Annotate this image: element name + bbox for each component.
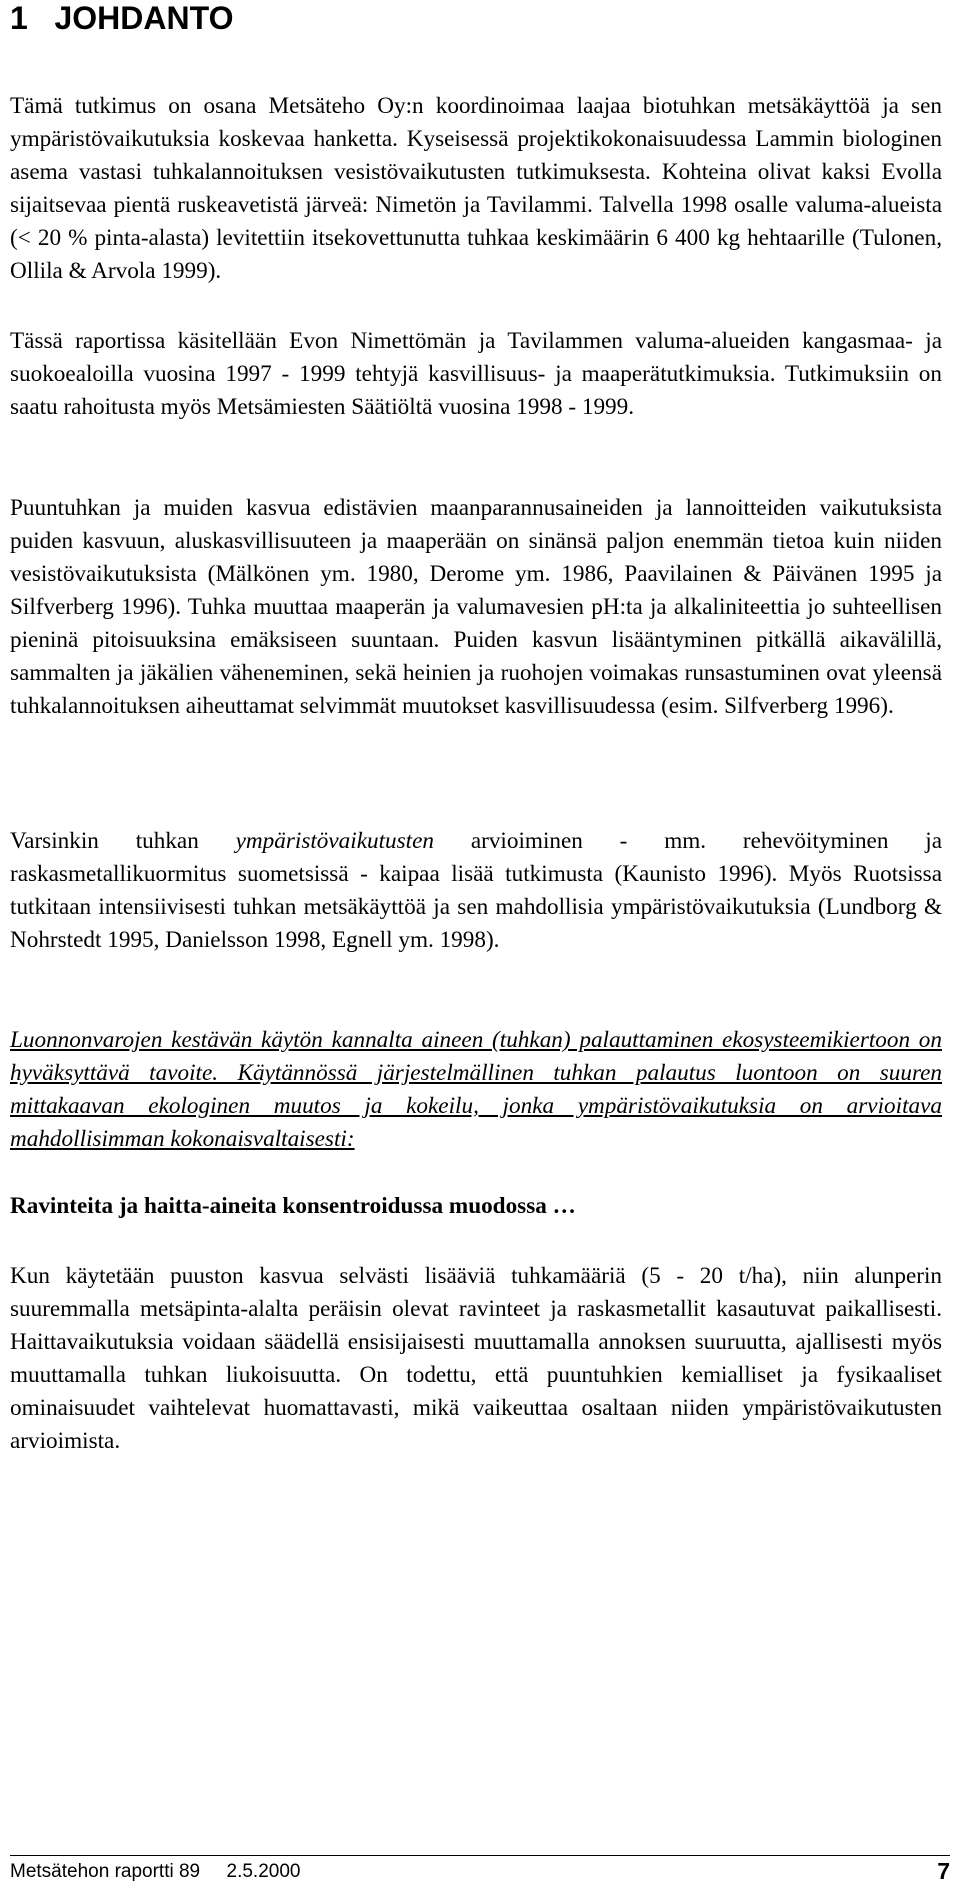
emphasized-term: ympäristövaikutusten [235, 828, 434, 854]
paragraph-intro: Tämä tutkimus on osana Metsäteho Oy:n koordinoimaa laajaa biotuhkan metsäkäyttöä ja sen ympäristövaikutuksia koskevaa hanketta. Kyseisessä projektikokonaisuudessa Lammin biologinen asema vastasi tuhkalannoituksen vesistövaikutusten tutkimuksesta. Kohteina olivat kaksi Evolla sijaitsevaa pientä ruskeavetistä järveä: Nimetön ja Tavilammi. Talvella 1998 osalle valuma-alueista (< 20 % pinta-alasta) levitettiin itsekovettunutta tuhkaa keskimäärin 6 400 kg hehtaarille (Tulonen, Ollila & Arvola 1999). [10, 93, 942, 284]
section-heading: Ravinteita ja haitta-aineita konsentroidussa muodossa … [10, 1193, 576, 1219]
footer-divider [10, 1855, 950, 1856]
paragraph-environmental-research [10, 825, 942, 957]
paragraph-report-scope: Tässä raportissa käsitellään Evon Nimettömän ja Tavilammen valuma-alueiden kangasmaa- ja suokoealoilla vuosina 1997 - 1999 tehtyjä kasvillisuus- ja maaperätutkimuksia. Tutkimuksiin on saatu rahoitusta myös Metsämiesten Säätiöltä vuosina 1998 - 1999. [10, 328, 942, 420]
page-number: 7 [937, 1858, 950, 1884]
paragraph-nutrient-concentration: Kun käytetään puuston kasvua selvästi lisääviä tuhkamääriä (5 - 20 t/ha), niin alunperin suuremmalla metsäpinta-alalta peräisin olevat ravinteet ja raskasmetallit kasautuvat paikallisesti. Haittavaikutuksia voidaan säädellä ensisijaisesti muuttamalla annoksen suuruutta, ajallisesti myös muuttamalla tuhkan liukoisuutta. On todettu, että puuntuhkien kemialliset ja fysikaaliset ominaisuudet vaihtelevat huomattavasti, mikä vaikeuttaa osaltaan niiden ympäristövaikutusten arvioimista. [10, 1263, 942, 1454]
paragraph-ash-effects: Puuntuhkan ja muiden kasvua edistävien maanparannusaineiden ja lannoitteiden vaikutuksista puiden kasvuun, aluskasvillisuuteen ja maaperään on sinänsä paljon enemmän tietoa kuin niiden vesistövaikutuksista (Mälkönen ym. 1980, Derome ym. 1986, Paavilainen & Päivänen 1995 ja Silfverberg 1996). Tuhka muuttaa maaperän ja valumavesien pH:ta ja alkaliniteettia jo suhteellisen pieninä pitoisuuksina emäksiseen suuntaan. Puiden kasvun lisääntyminen pitkällä aikavälillä, sammalten ja jäkälien väheneminen, sekä heinien ja ruohojen voimakas runsastuminen ovat yleensä tuhkalannoituksen aiheuttamat selvimmät muutokset kasvillisuudessa (esim. Silfverberg 1996). [10, 495, 942, 719]
paragraph-sustainability-statement: Luonnonvarojen kestävän käytön kannalta aineen (tuhkan) palauttaminen ekosysteemikiertoon on hyväksyttävä tavoite. Käytännössä järjestelmällinen tuhkan palautus luontoon on suuren mittakaavan ekologinen muutos ja kokeilu, jonka ympäristövaikutuksia on arvioitava mahdollisimman kokonaisvaltaisesti: [10, 1027, 942, 1152]
footer-report-info: Metsätehon raportti 89 2.5.2000 [10, 1861, 301, 1882]
paragraph-text: arvioiminen - mm. rehevöityminen ja raskasmetallikuormitus suometsissä - kaipaa lisää tutkimusta (Kaunisto 1996). Myös Ruotsissa tutkitaan intensiivisesti tuhkan metsäkäyttöä ja sen mahdollisia ympäristövaikutuksia (Lundborg & Nohrstedt 1995, Danielsson 1998, Egnell ym. 1998). [10, 828, 942, 953]
chapter-title: 1 JOHDANTO [10, 0, 234, 36]
paragraph-text: Varsinkin tuhkan [10, 828, 236, 854]
